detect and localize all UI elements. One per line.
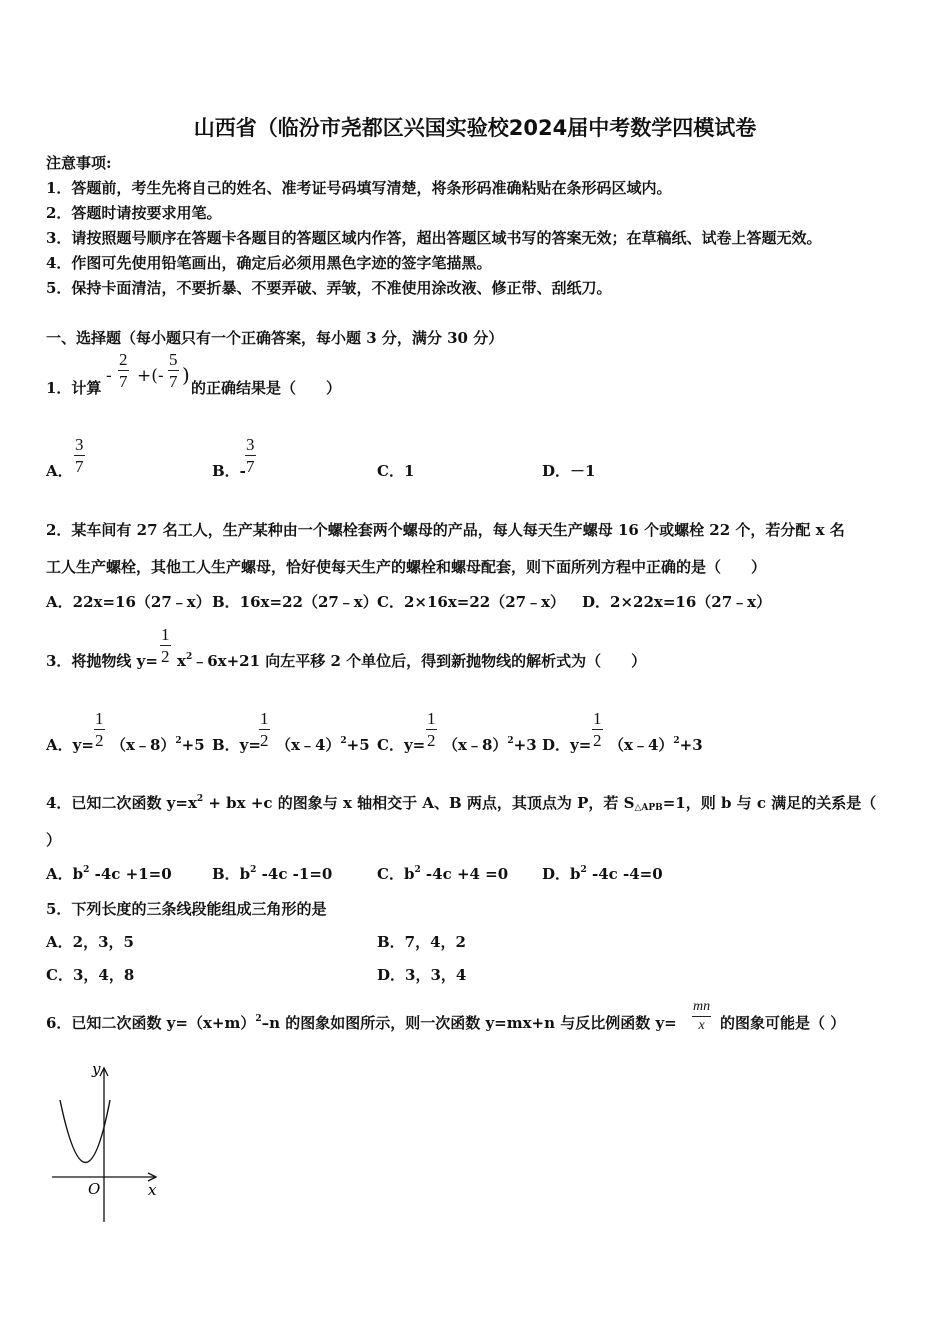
q3-opt-b-den: 2 [260,731,269,750]
q6-parabola-curve [60,1100,110,1163]
q3-frac-den: 2 [161,647,170,666]
q1-fraction-2 [168,351,179,390]
q4-option-b: B．$b^2$ -4c -1=0 [212,865,333,883]
q3-opt-c-den: 2 [427,731,436,750]
section-heading: 一、选择题（每小题只有一个正确答案，每小题 3 分，满分 30 分） [46,329,504,347]
q1-frac1-den: 7 [119,372,128,391]
q6-fraction [692,1000,711,1033]
note-item-4: 4．作图可先使用铅笔画出，确定后必须用黑色字迹的签字笔描黑。 [46,254,492,272]
exam-title: 山西省（临汾市尧都区兴国实验校2024届中考数学四模试卷 [193,116,757,140]
q1-plus: +(- [137,366,164,386]
q2-option-b: B．16x=22（27﹣x） [212,593,378,611]
q3-option-c-post: （x﹣8）$^2$+3 [443,736,537,754]
q6-origin-label: O [88,1180,101,1198]
q1-opt-b-num: 3 [246,435,255,454]
q3-sup: 2 [185,652,193,662]
q1-fraction-1 [118,351,129,390]
q4-option-d: D．$b^2$ -4c -4=0 [542,865,663,883]
q1-opt-a-den: 7 [75,457,84,476]
q3-fraction [160,626,171,665]
q1-frac2-den: 7 [169,372,178,391]
q3-option-d-post: （x﹣4）$^2$+3 [609,736,703,754]
q3-option-b-pre: B．y= [212,736,261,754]
q3-option-c-pre: C．y= [377,736,426,754]
note-item-5: 5．保持卡面清洁，不要折暴、不要弄破、弄皱，不准使用涂改液、修正带、刮纸刀。 [46,279,612,297]
note-item-2: 2．答题时请按要求用笔。 [46,204,222,222]
q5-option-d: D．3，3，4 [377,966,467,984]
q3-option-d-pre: D．y= [542,736,592,754]
q1-minus: - [106,366,112,386]
q2-stem-line2: 工人生产螺栓，其他工人生产螺母，恰好使每天生产的螺栓和螺母配套，则下面所列方程中正确的是（ ） [46,558,767,576]
q1-option-a-label: A． [46,462,73,480]
q3-opt-c-num: 1 [427,709,436,728]
q6-stem-pre: 6．已知二次函数 $y=(x+m)^2-n$ 的图象如图所示，则一次函数 y=mx+n 与反比例函数 y= [46,1014,677,1032]
q3-option-a-post: （x﹣8）$^2$+5 [111,736,205,754]
q1-label: 1．计算 [46,379,102,397]
q2-option-c: C．2×16x=22（27﹣x） [377,593,566,611]
q3-rest: ﹣6x+21 向左平移 2 个单位后，得到新抛物线的解析式为（ ） [192,652,647,670]
q3-option-c-fraction [426,710,437,749]
q4-stem-line2: ） [46,831,62,849]
q3-opt-b-num: 1 [260,709,269,728]
q1-frac2-num: 5 [169,350,178,369]
q5-stem: 5．下列长度的三条线段能组成三角形的是 [46,900,327,918]
q3-stem-post [177,650,646,671]
q1-close-paren: ) [182,363,190,387]
q3-opt-a-num: 1 [95,709,104,728]
q4-option-c: C．$b^2$ -4c +4 =0 [377,865,509,883]
q4-stem: 4．已知二次函数 $y=x^2$ + bx +c 的图象与 x 轴相交于 A、B 两点，其顶点为 P，若 $S_{\triangle APB}=1$，则 b 与 c 满足的关系是（ [46,794,877,813]
q3-option-d-fraction [592,710,603,749]
q2-stem-line1: 2．某车间有 27 名工人，生产某种由一个螺栓套两个螺母的产品，每人每天生产螺母 16 个或螺栓 22 个，若分配 x 名 [46,521,845,539]
q1-option-b-fraction [245,436,256,475]
note-item-3: 3．请按照题号顺序在答题卡各题目的答题区域内作答，超出答题区域书写的答案无效；在草稿纸、试卷上答题无效。 [46,229,822,247]
q5-option-a: A．2，3，5 [46,933,134,951]
q6-frac-num: mn [693,999,711,1014]
q1-option-b-label: B．- [212,462,246,480]
q5-option-c: C．3，4，8 [46,966,135,984]
q4-option-a: A．$b^2$ -4c +1=0 [46,865,172,883]
q6-parabola-graph [46,1060,166,1225]
q1-option-c: C．1 [377,462,415,480]
notes-heading: 注意事项: [46,154,112,172]
q1-frac1-num: 2 [119,350,128,369]
q6-y-label: y [92,1060,101,1078]
q3-opt-d-den: 2 [593,731,602,750]
q6-x-label: x [148,1181,157,1199]
q6-stem-post: 的图象可能是（ ） [720,1014,846,1032]
q1-tail: 的正确结果是（ ） [191,379,342,397]
q3-option-a-pre: A．y= [46,736,94,754]
q3-x: x [177,652,186,670]
q1-option-a-fraction [74,436,85,475]
q1-opt-a-num: 3 [75,435,84,454]
q3-frac-num: 1 [161,625,170,644]
q2-option-d: D．2×22x=16（27﹣x） [582,593,772,611]
q3-opt-a-den: 2 [95,731,104,750]
q2-option-a: A．22x=16（27﹣x） [46,593,211,611]
q1-opt-b-den: 7 [246,457,255,476]
q3-stem-pre: 3．将抛物线 y= [46,652,158,670]
q5-option-b: B．7，4，2 [377,933,466,951]
q3-opt-d-num: 1 [593,709,602,728]
q3-option-b-fraction [259,710,270,749]
note-item-1: 1．答题前，考生先将自己的姓名、准考证号码填写清楚，将条形码准确粘贴在条形码区域内。 [46,179,672,197]
q3-option-b-post: （x﹣4）$^2$+5 [276,736,370,754]
q3-option-a-fraction [94,710,105,749]
q1-option-d: D．－1 [542,462,596,480]
q6-frac-den: x [698,1018,705,1033]
